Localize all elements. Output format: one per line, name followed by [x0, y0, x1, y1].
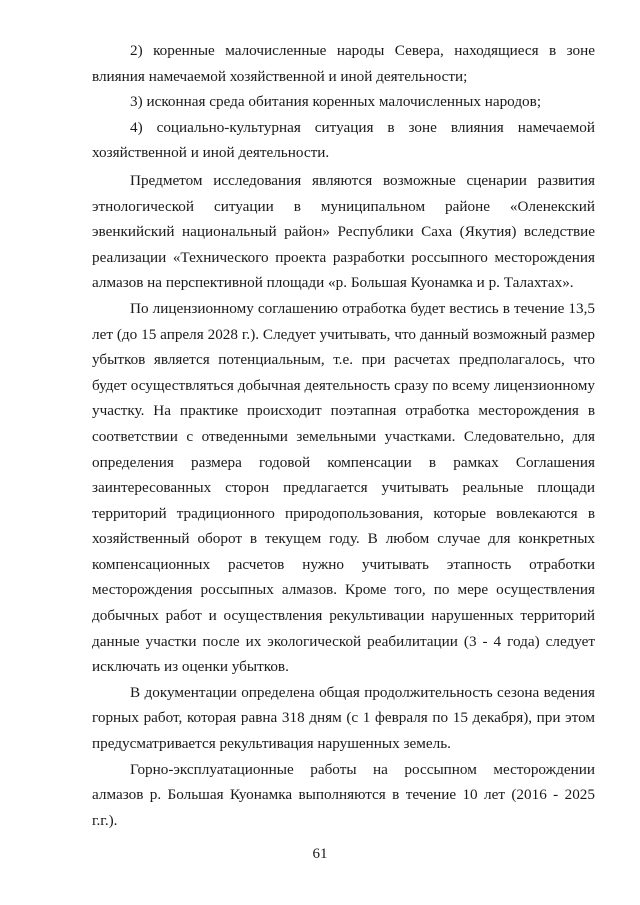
body-text [92, 38, 595, 833]
paragraph-mining-works: Горно-эксплуатационные работы на россыпном месторождении алмазов р. Большая Куонамка выполняются в течение 10 лет (2016 - 2025 г.г.). [92, 760, 595, 829]
paragraph-season: В документации определена общая продолжительность сезона ведения горных работ, которая равна 318 дням (с 1 февраля по 15 декабря), при этом предусматривается рекультивация нарушенных земель. [92, 683, 595, 753]
list-item-sociocultural: 4) социально-культурная ситуация в зоне влияния намечаемой хозяйственной и иной деятельности. [92, 118, 595, 162]
paragraph-license: По лицензионному соглашению отработка будет вестись в течение 13,5 лет (до 15 апреля 2028 г.). Следует учитывать, что данный возможный размер убытков является потенциальным, т.е. при расчетах предполагалось, что будет осуществляться добычная деятельность сразу по всему лицензионному участку. На практике происходит поэтапная отработка месторождения в соответствии с отведенными земельными участками. Следовательно, для определения размера годовой компенсации в рамках Соглашения заинтересованных сторон предлагается учитывать реальные площади территорий традиционного природопользования, которые вовлекаются в хозяйственный оборот в текущем году. В любом случае для конкретных компенсационных расчетов нужно учитывать этапность отработки месторождения россыпных алмазов. Кроме того, по мере осуществления добычных работ и осуществления рекультивации нарушенных территорий данные участки после их экологической реабилитации (3 - 4 года) следует исключать из оценки убытков. [92, 299, 595, 676]
list-item-habitat: 3) исконная среда обитания коренных малочисленных народов; [130, 93, 542, 111]
paragraph-subject: Предметом исследования являются возможные сценарии развития этнологической ситуации в муниципальном районе «Оленекский эвенкийский национальный район» Республики Саха (Якутия) вследствие реализации «Технического проекта разработки россыпного месторождения алмазов на перспективной площади «р. Большая Куонамка и р. Талахтах». [92, 171, 595, 292]
list-item-indigenous-peoples: 2) коренные малочисленные народы Севера, находящиеся в зоне влияния намечаемой хозяйственной и иной деятельности; [92, 42, 595, 85]
page-number: 61 [312, 846, 328, 862]
